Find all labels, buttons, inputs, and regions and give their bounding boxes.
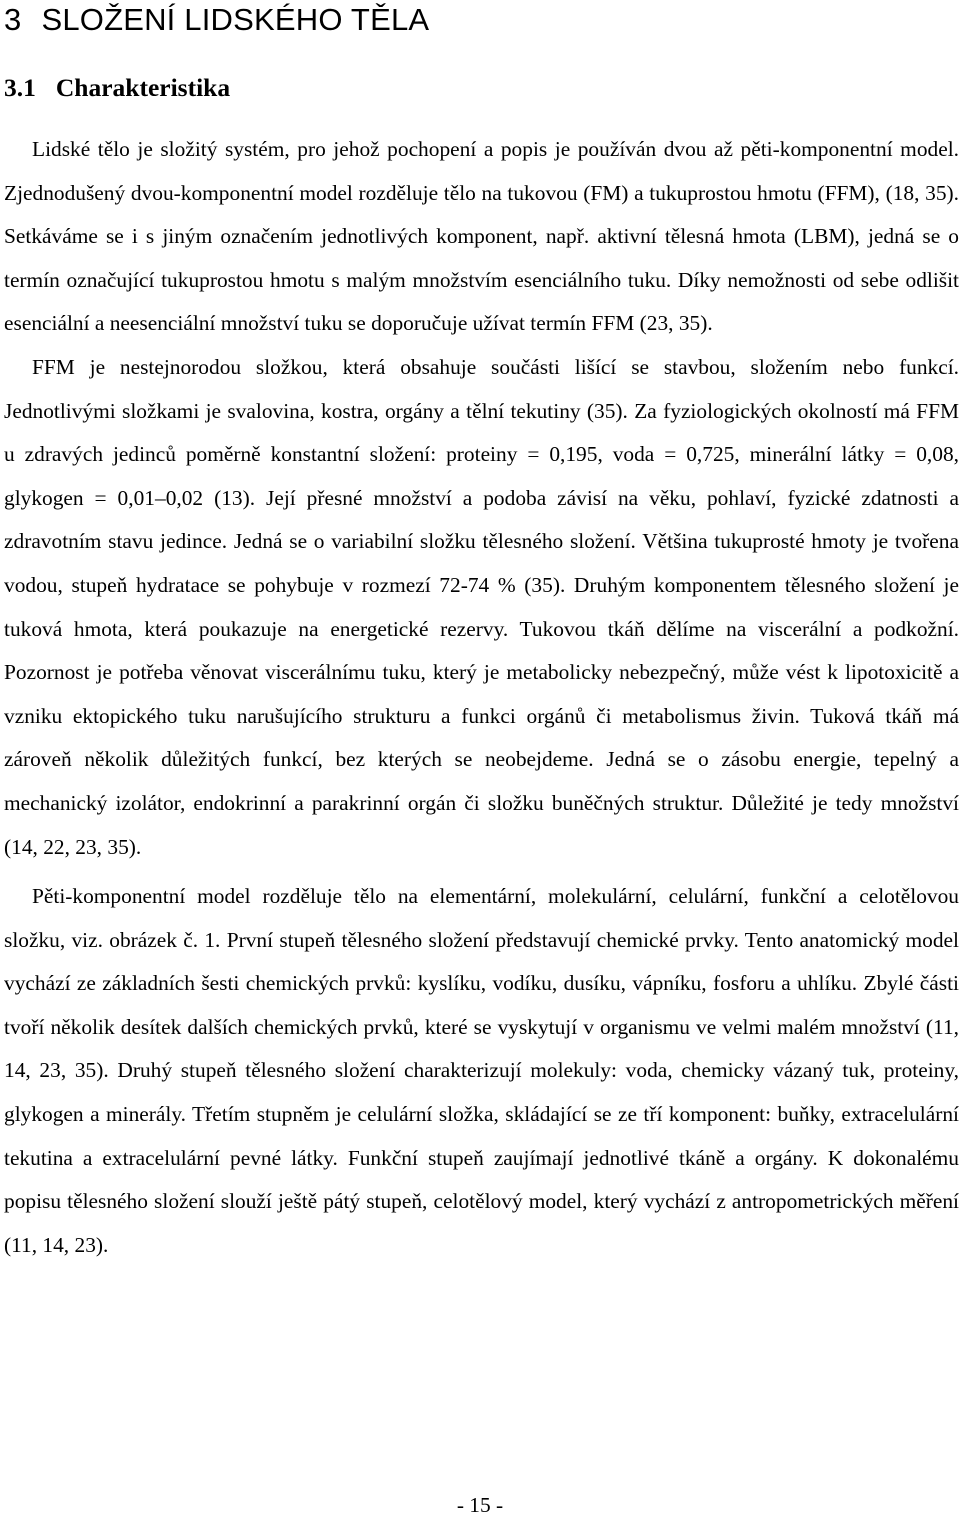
paragraph: Pěti-komponentní model rozděluje tělo na elementární, molekulární, celulární, funkční a celotělovou složku, viz. obrázek č. 1. První stupeň tělesného složení představují chemické prvky. Tento anatomický model vychází ze základních šesti chemických prvků: kyslíku, vodíku, dusíku, vápníku, fosforu a uhlíku. Zbylé části tvoří několik desítek dalších chemických prvků, které se vyskytují v organismu ve velmi malém množství (11, 14, 23, 35). Druhý stupeň tělesného složení charakterizují molekuly: voda, chemicky vázaný tuk, proteiny, glykogen a minerály. Třetím stupněm je celulární složka, skládající se ze tří komponent: buňky, extracelulární tekutina a extracelulární pevné látky. Funkční stupeň zaujímají jednotlivé tkáně a orgány. K dokonalému popisu tělesného složení slouží ještě pátý stupeň, celotělový model, který vychází z antropometrických měření (11, 14, 23). — [4, 884, 959, 1257]
chapter-number: 3 — [4, 2, 22, 37]
page-number: - 15 - — [456, 1493, 504, 1517]
paragraph: FFM je nestejnorodou složkou, která obsahuje součásti lišící se stavbou, složením nebo funkcí. Jednotlivými složkami je svalovina, kostra, orgány a tělní tekutiny (35). Za fyziologických okolností má FFM u zdravých jedinců poměrně konstantní složení: proteiny = 0,195, voda = 0,725, minerální látky = 0,08, glykogen = 0,01–0,02 (13). Její přesné množství a podoba závisí na věku, pohlaví, fyzické zdatnosti a zdravotním stavu jedince. Jedná se o variabilní složku tělesného složení. Většina tukuprosté hmoty je tvořena vodou, stupeň hydratace se pohybuje v rozmezí 72-74 % (35). Druhým komponentem tělesného složení je tuková hmota, která poukazuje na energetické rezervy. Tukovou tkáň dělíme na viscerální a podkožní. Pozornost je potřeba věnovat viscerálnímu tuku, který je metabolicky nebezpečný, může vést k lipotoxicitě a vzniku ektopického tuku narušujícího strukturu a funkci orgánů či metabolismus živin. Tuková tkáň má zároveň několik důležitých funkcí, bez kterých se neobejdeme. Jedná se o zásobu energie, tepelný a mechanický izolátor, endokrinní a parakrinní orgán či složku buněčných struktur. Důležité je tedy množství (14, 22, 23, 35). — [4, 354, 959, 859]
section-heading — [4, 68, 230, 108]
chapter-heading — [4, 0, 429, 42]
paragraph: Lidské tělo je složitý systém, pro jehož pochopení a popis je používán dvou až pěti-komponentní model. Zjednodušený dvou-komponentní model rozděluje tělo na tukovou (FM) a tukuprostou hmotu (FFM), (18, 35). Setkáváme se i s jiným označením jednotlivých komponent, např. aktivní tělesná hmota (LBM), jedná se o termín označující tukuprostou hmotu s malým množstvím esenciálního tuku. Díky nemožnosti od sebe odlišit esenciální a neesenciální množství tuku se doporučuje užívat termín FFM (23, 35). — [4, 137, 959, 336]
chapter-title: SLOŽENÍ LIDSKÉHO TĚLA — [41, 2, 430, 37]
section-number: 3.1 — [4, 73, 36, 102]
body-text — [4, 128, 959, 1267]
section-title: Charakteristika — [55, 73, 231, 102]
